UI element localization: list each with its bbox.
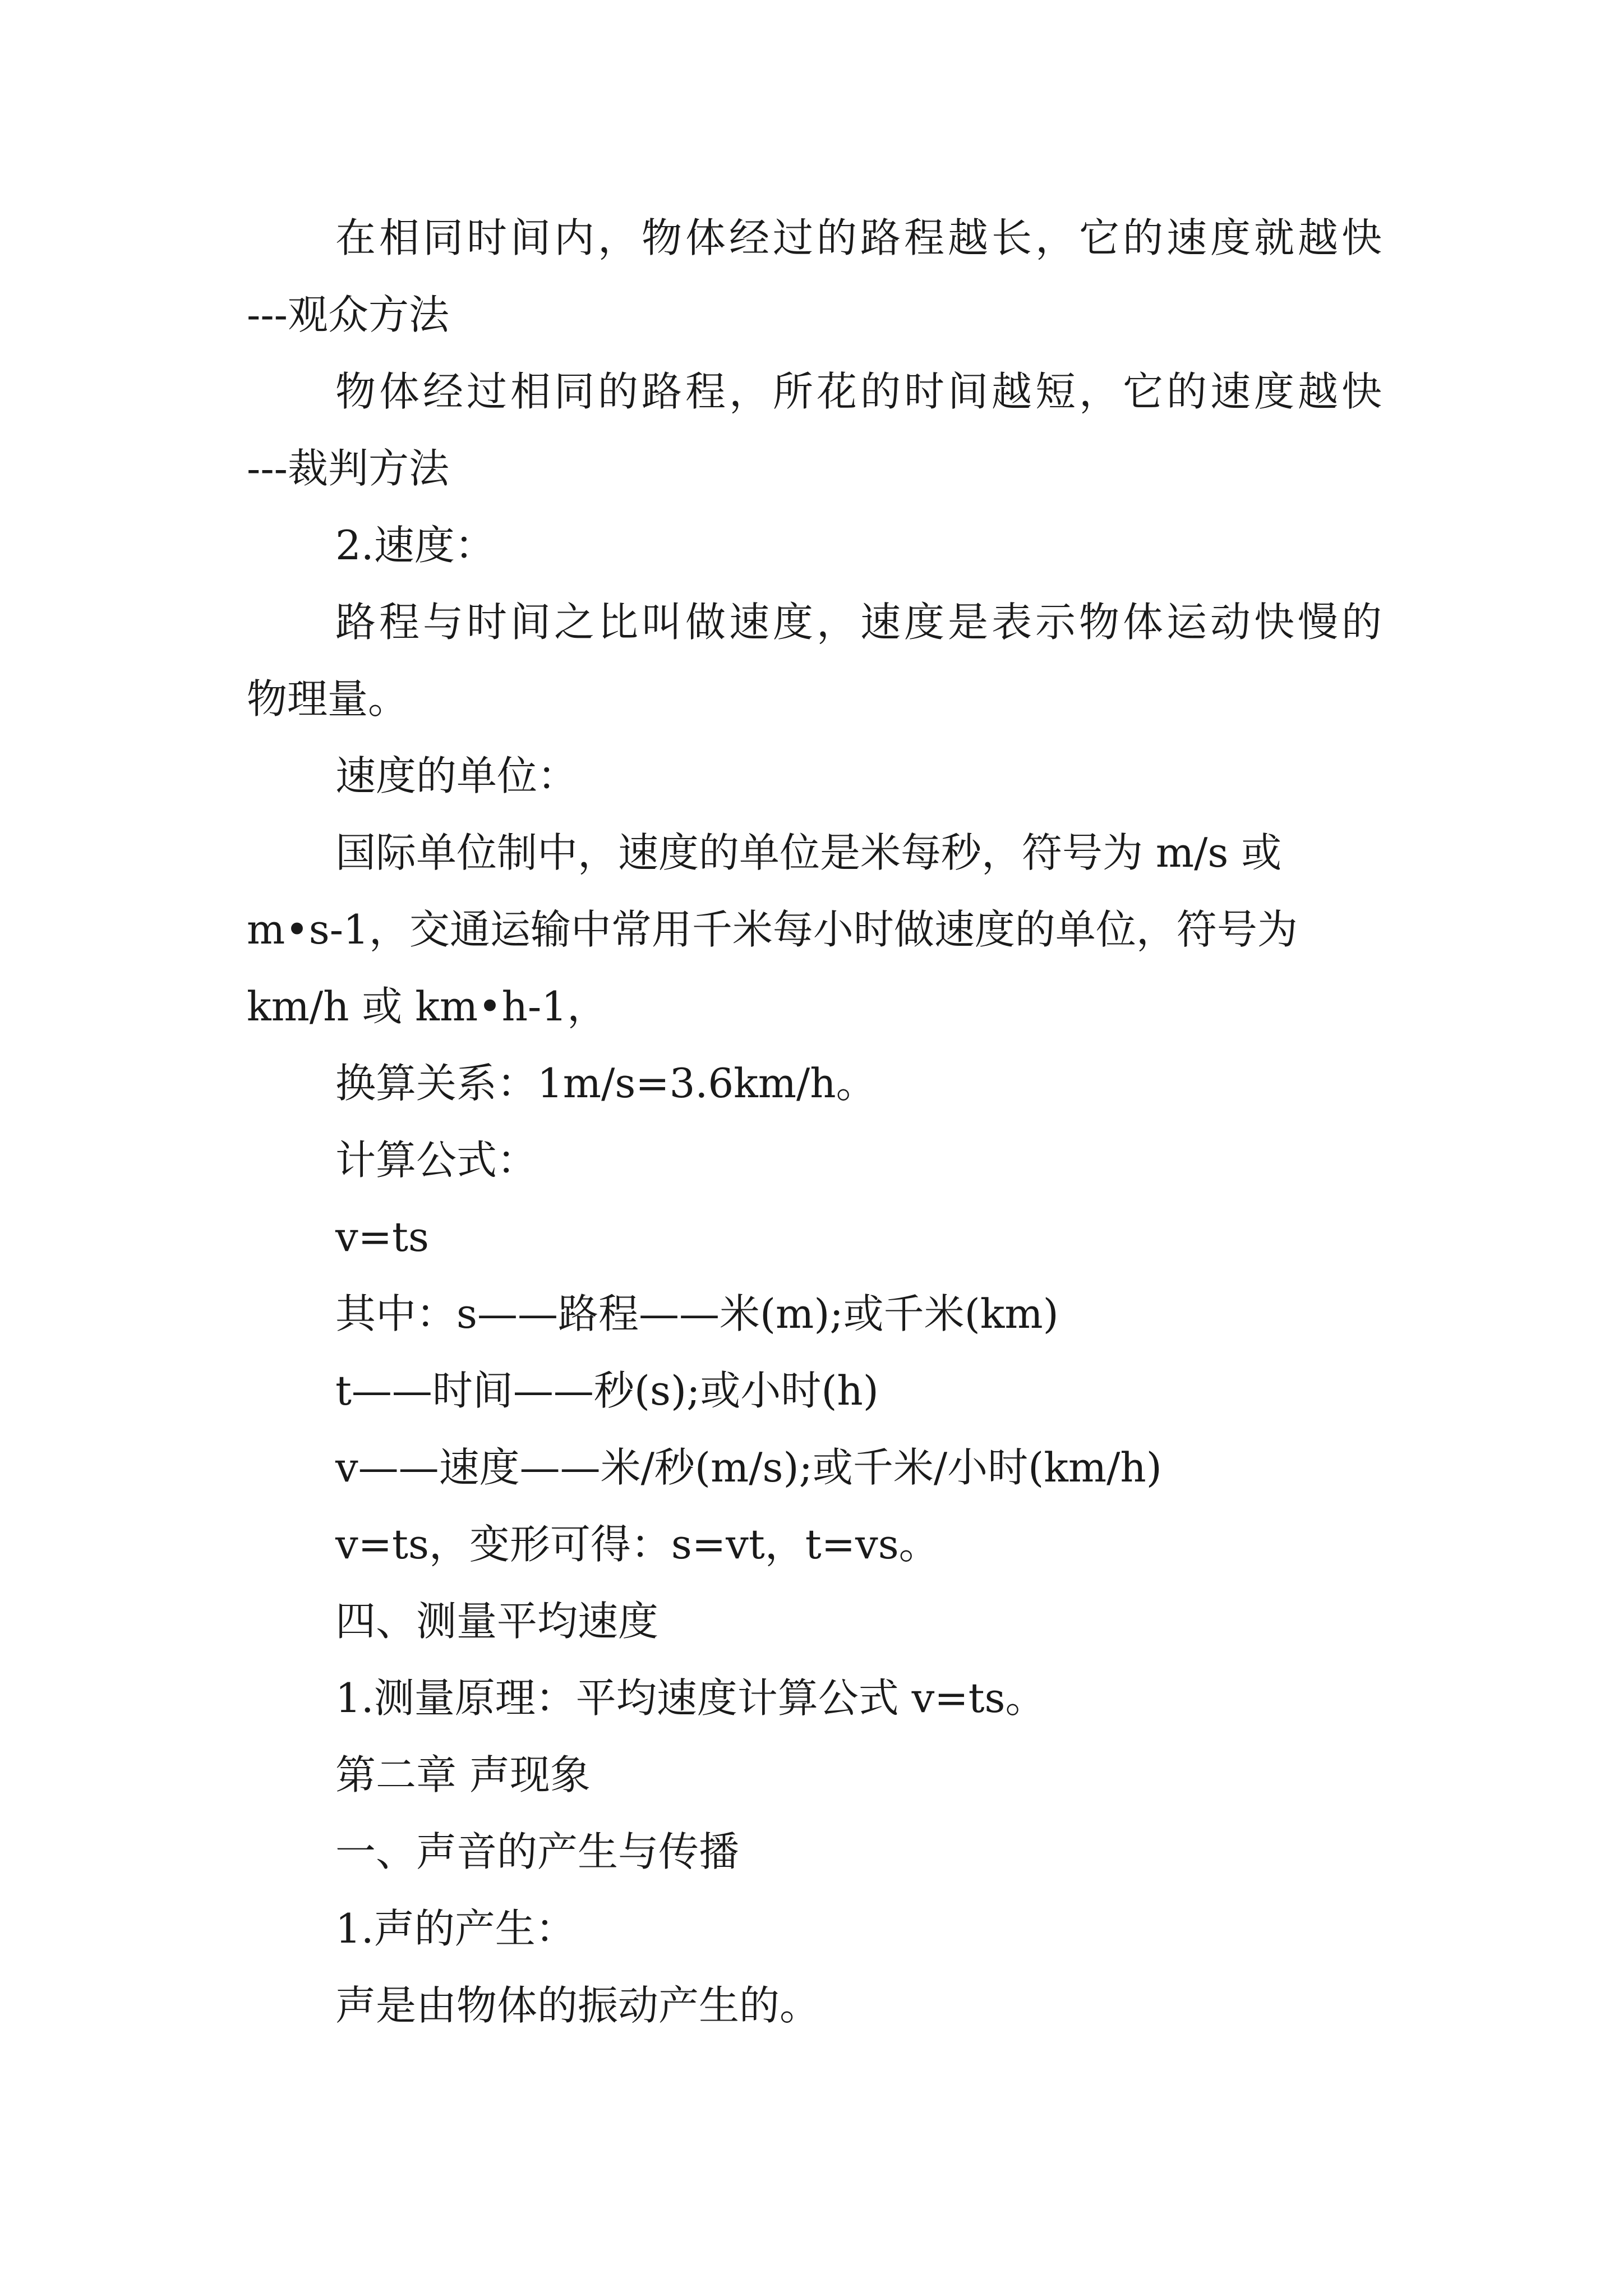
paragraph-line: t——时间——秒(s);或小时(h) [335,1367,879,1414]
chapter-heading: 第二章 声现象 [335,1751,591,1798]
paragraph-line: 在相同时间内，物体经过的路程越长，它的速度就越快 [335,214,1386,261]
paragraph-line: 计算公式： [335,1137,538,1184]
paragraph-line: 国际单位制中，速度的单位是米每秒，符号为 m/s 或 [335,829,1282,876]
paragraph-line: m•s-1，交通运输中常用千米每小时做速度的单位，符号为 [247,906,1298,953]
section-heading: 一、声音的产生与传播 [335,1828,740,1875]
paragraph-line: ---裁判方法 [247,445,449,492]
document-body [247,200,1391,2044]
paragraph-line: ---观众方法 [247,291,449,338]
paragraph-line: 1.声的产生： [335,1905,576,1952]
paragraph-line: 物理量。 [247,675,409,723]
formula-line: v=ts [335,1213,429,1260]
paragraph-line: km/h 或 km•h-1， [247,983,608,1030]
paragraph-line: 速度的单位： [335,752,578,799]
section-heading: 2.速度： [335,522,495,569]
paragraph-line: 路程与时间之比叫做速度，速度是表示物体运动快慢的 [335,599,1386,646]
formula-line: v=ts，变形可得：s=vt，t=vs。 [335,1521,939,1568]
paragraph-line: 其中：s——路程——米(m);或千米(km) [335,1290,1059,1337]
paragraph-line: 换算关系：1m/s=3.6km/h。 [335,1060,877,1107]
paragraph-line: 1.测量原理：平均速度计算公式 v=ts。 [335,1674,1046,1722]
paragraph-line: v——速度——米/秒(m/s);或千米/小时(km/h) [335,1444,1162,1491]
paragraph-line: 声是由物体的振动产生的。 [335,1982,820,2029]
paragraph-line: 物体经过相同的路程，所花的时间越短，它的速度越快 [335,368,1386,415]
section-heading: 四、测量平均速度 [335,1598,659,1645]
